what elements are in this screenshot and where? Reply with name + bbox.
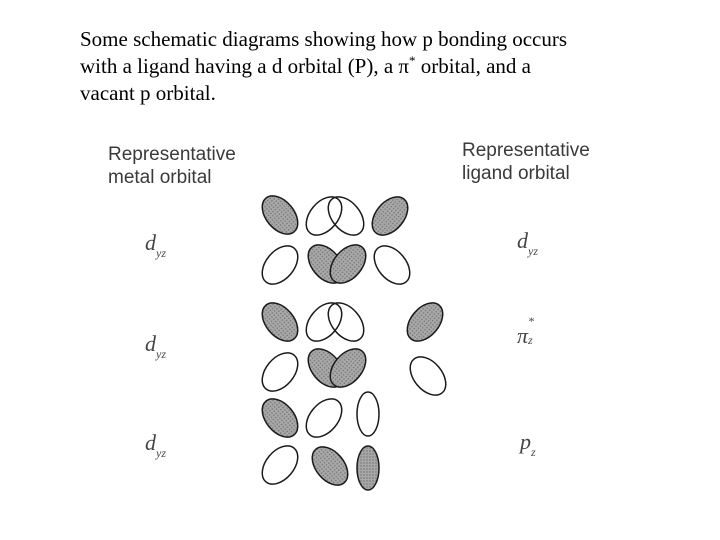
- caption-line-1: Some schematic diagrams showing how p bonding occurs: [80, 27, 567, 51]
- ligand-symbol-2: π: [517, 323, 529, 348]
- metal-symbol-3: d: [145, 430, 156, 455]
- ligand-symbol-1: d: [517, 228, 528, 253]
- row-3-dyz-pz-overlap: [255, 392, 379, 492]
- metal-lobe-empty: [255, 239, 305, 291]
- metal-lobe-shaded: [255, 392, 305, 444]
- metal-symbol-1: d: [145, 230, 156, 255]
- metal-lobe-shaded: [305, 440, 355, 492]
- ligand-lobe-shaded: [400, 296, 450, 348]
- row-2-dyz-pistar-overlap: [255, 296, 453, 402]
- ligand-header-line-1: Representative: [462, 140, 590, 161]
- ligand-lobe-empty: [403, 350, 453, 402]
- metal-lobe-shaded: [255, 189, 305, 241]
- ligand-lobe-empty: [367, 239, 417, 291]
- metal-lobe-empty: [299, 392, 349, 444]
- ligand-p-lobe-empty: [357, 392, 379, 436]
- metal-subscript-1: yz: [156, 246, 166, 260]
- pi-star-superscript: *: [409, 53, 416, 68]
- metal-lobe-empty: [255, 439, 305, 491]
- ligand-subscript-1: yz: [528, 244, 538, 258]
- metal-header-line-2: metal orbital: [108, 167, 212, 188]
- caption-line-2-end: orbital, and a: [415, 54, 531, 78]
- ligand-lobe-shaded: [365, 190, 415, 242]
- caption-line-2-start: with a ligand having a d orbital (P), a π: [80, 54, 410, 78]
- metal-subscript-3: yz: [156, 446, 166, 460]
- metal-symbol-2: d: [145, 331, 156, 356]
- metal-header-line-1: Representative: [108, 144, 236, 165]
- ligand-header-line-2: ligand orbital: [462, 163, 570, 184]
- metal-lobe-empty: [255, 346, 305, 398]
- ligand-subscript-2: z: [528, 333, 533, 347]
- ligand-subscript-3: z: [531, 445, 536, 459]
- ligand-symbol-3: p: [520, 429, 531, 454]
- caption-line-3: vacant p orbital.: [80, 81, 216, 105]
- ligand-superscript-2: *: [528, 314, 535, 328]
- metal-subscript-2: yz: [156, 347, 166, 361]
- ligand-p-lobe-shaded: [357, 446, 379, 490]
- row-1-dyz-dyz-overlap: [255, 189, 417, 291]
- metal-lobe-shaded: [255, 296, 305, 348]
